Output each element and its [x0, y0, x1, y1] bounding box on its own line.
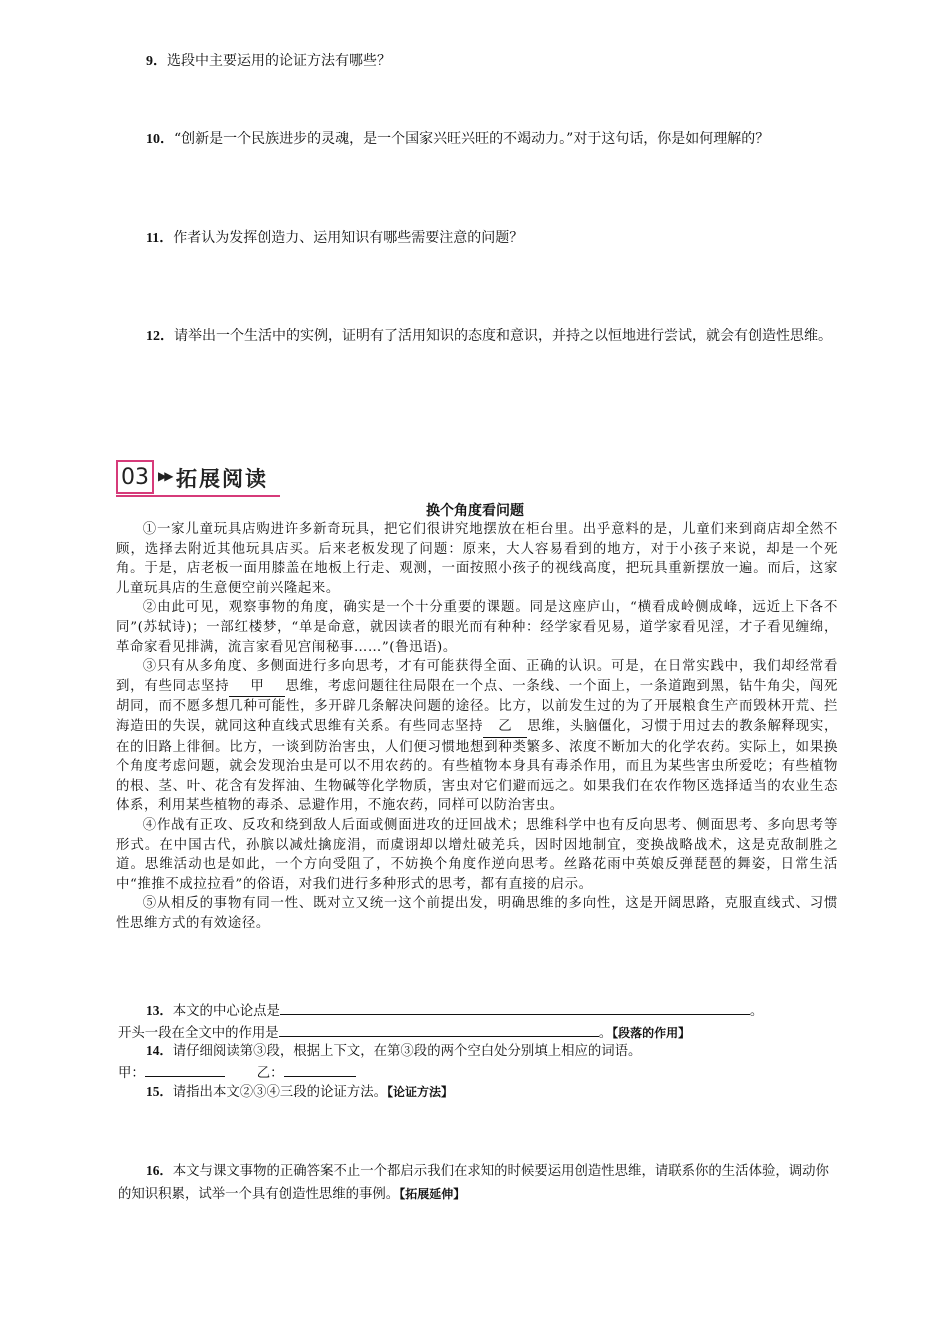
question-15: 15．请指出本文②③④三段的论证方法。【论证方法】: [146, 1084, 454, 1100]
question-13: 13．本文的中心论点是 。 开头一段在全文中的作用是 。【段落的作用】: [118, 1000, 840, 1044]
question-12: 12．请举出一个生活中的实例，证明有了活用知识的态度和意识，并持之以恒地进行尝试，就会有创造性思维。: [146, 328, 832, 344]
question-number: 11: [146, 231, 160, 246]
tag-label: 【段落的作用】: [612, 1026, 691, 1040]
question-text: 选段中主要运用的论证方法有哪些？: [167, 53, 391, 69]
question-text: “创新是一个民族进步的灵魂，是一个国家兴旺兴旺的不竭动力。”对于这句话，你是如何理解的？: [174, 131, 770, 147]
blank-yi: 乙: [483, 717, 527, 738]
question-10: 10．“创新是一个民族进步的灵魂，是一个国家兴旺兴旺的不竭动力。”对于这句话，你是如何理解的？: [146, 131, 770, 147]
question-text: 请举出一个生活中的实例，证明有了活用知识的态度和意识，并持之以恒地进行尝试，就会有创造性思维。: [174, 328, 832, 344]
tag-label: 【拓展延伸】: [399, 1187, 466, 1201]
double-arrow-icon: ▶▶: [158, 469, 171, 483]
section-label: 拓展阅读: [176, 467, 268, 491]
question-11: 11．作者认为发挥创造力、运用知识有哪些需要注意的问题？: [146, 230, 524, 246]
paragraph-4: ④作战有正攻、反攻和绕到敌人后面或侧面进攻的迂回战术；思维科学中也有反向思考、侧面思考、多向思考等形式。在中国古代，孙膑以减灶擒庞涓，而虞诩却以增灶破羌兵，因时因地制宜，变换战略战术，这是克敌制胜之道。思维活动也是如此，一个方向受阻了，不妨换个角度作逆向思考。丝路花雨中英娘反弹琵琶的舞姿，日常生活中“推推不成拉拉看”的俗语，对我们进行多种形式的思考，都有直接的启示。: [116, 817, 838, 892]
question-number: 12: [146, 329, 160, 344]
section-underline: [116, 495, 280, 497]
paragraph-5: ⑤从相反的事物有同一性、既对立又统一这个前提出发，明确思维的多向性，这是开阔思路，克服直线式、习惯性思维方式的有效途径。: [116, 896, 838, 931]
question-number: 9: [146, 54, 153, 69]
answer-line[interactable]: [279, 1022, 599, 1037]
paragraph-1: ①一家儿童玩具店购进许多新奇玩具，把它们很讲究地摆放在柜台里。出乎意料的是，儿童们来到商店却全然不顾，选择去附近其他玩具店买。后来老板发现了问题：原来，大人容易看到的地方，对于小孩子来说，却是一个死角。于是，店老板一面用膝盖在地板上行走、观测，一面按照小孩子的视线高度，把玩具重新摆放一遍。而后，这家儿童玩具店的生意便空前兴隆起来。: [116, 522, 838, 596]
blank-jia: 甲: [229, 677, 285, 698]
question-9: 9．选段中主要运用的论证方法有哪些？: [146, 53, 391, 69]
section-banner: [116, 460, 280, 500]
answer-line-jia[interactable]: [145, 1062, 225, 1077]
article-body: [116, 520, 838, 933]
question-text: 作者认为发挥创造力、运用知识有哪些需要注意的问题？: [173, 230, 524, 246]
answer-line-yi[interactable]: [284, 1062, 356, 1077]
tag-label: 【论证方法】: [387, 1085, 454, 1099]
question-number: 10: [146, 132, 160, 147]
question-16: 16．本文与课文事物的正确答案不止一个都启示我们在求知的时候要运用创造性思维，请联系你的生活体验，调动你的知识积累，试举一个具有创造性思维的事例。【拓展延伸】: [118, 1163, 829, 1202]
answer-line[interactable]: [280, 1000, 750, 1015]
question-14: 14．请仔细阅读第③段，根据上下文，在第③段的两个空白处分别填上相应的词语。 甲： 乙：: [118, 1043, 642, 1081]
section-number: 03: [116, 460, 154, 494]
paragraph-3: ③只有从多角度、多侧面进行多向思考，才有可能获得全面、正确的认识。可是，在日常实践中，我们却经常看到，有些同志坚持 甲 思维，考虑问题往往局限在一个点、一条线、一个面上，一条道跑到黑，钻牛角尖，闯死胡同，而不愿多想几种可能性，多开辟几条解决问题的途径。比方，以前发生过的为了开展粮食生产而毁林开荒、拦海造田的失误，就同这种直线式思维有关系。有些同志坚持 乙 思维，头脑僵化，习惯于用过去的教条解释现实，在的旧路上徘徊。比方，一谈到防治害虫，人们便习惯地想到种类繁多、浓度不断加大的化学农药。实际上，如果换个角度考虑问题，就会发现治虫是可以不用农药的。有些植物本身具有毒杀作用，而且为某些害虫所爱吃；有些植物的根、茎、叶、花含有发挥油、生物碱等化学物质，害虫对它们避而远之。如果我们在农作物区选择适当的农业生态体系，利用某些植物的毒杀、忌避作用，不施农药，同样可以防治害虫。: [116, 659, 838, 814]
article-title: 换个角度看问题: [426, 503, 524, 519]
paragraph-2: ②由此可见，观察事物的角度，确实是一个十分重要的课题。同是这座庐山，“横看成岭侧成峰，远近上下各不同”(苏轼诗)；一部红楼梦，“单是命意，就因读者的眼光而有种种：经学家看见易，道学家看见淫，才子看见缠绵，革命家看见排满，流言家看见宫闱秘事……”(鲁迅语)。: [116, 600, 838, 655]
